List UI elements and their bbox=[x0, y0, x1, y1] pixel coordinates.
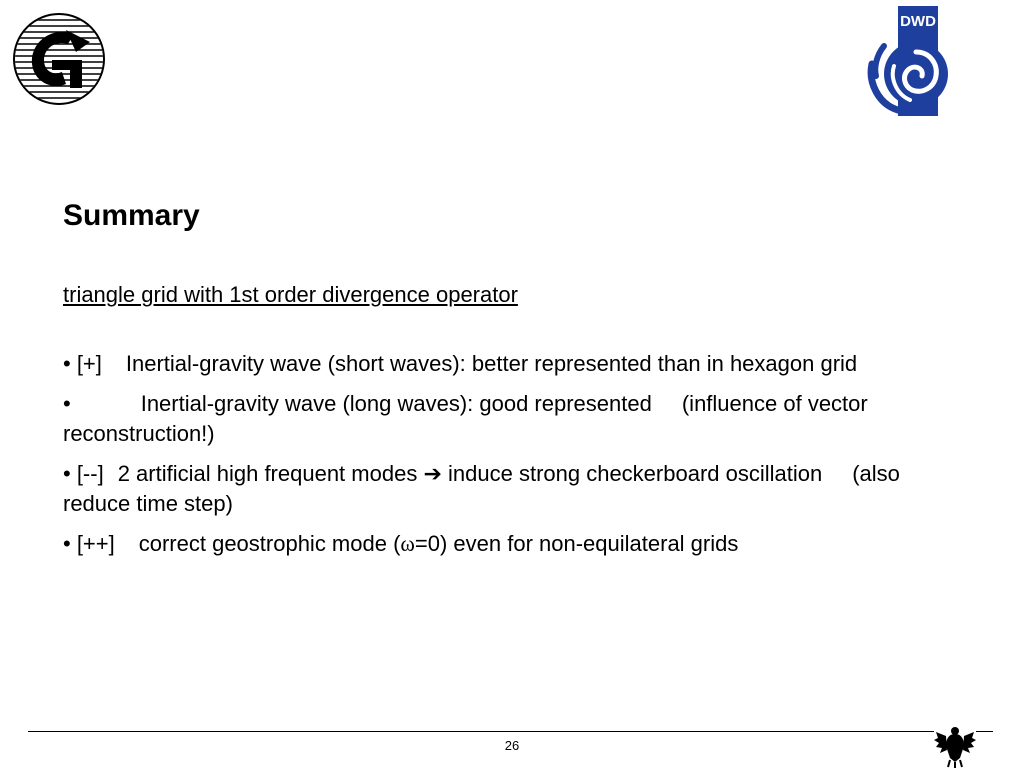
bullet-note: (influence of vector reconstruction!) bbox=[63, 391, 868, 446]
bullet-text: correct geostrophic mode ( bbox=[138, 531, 401, 556]
bullet-list bbox=[63, 349, 943, 569]
bullet-marker: • [+] bbox=[63, 351, 102, 376]
bullet-marker: • [++] bbox=[63, 531, 115, 556]
bullet-text: 2 artificial high frequent modes bbox=[117, 461, 418, 486]
bullet-marker: • bbox=[63, 391, 71, 416]
institute-logo-icon bbox=[12, 12, 106, 106]
bullet-text-continued: induce strong checkerboard oscillation bbox=[448, 461, 823, 486]
bullet-item bbox=[63, 529, 943, 559]
bullet-note: (also reduce time step) bbox=[63, 461, 900, 516]
bullet-item bbox=[63, 459, 943, 519]
bullet-text: Inertial-gravity wave (long waves): good represented bbox=[140, 391, 652, 416]
bullet-item bbox=[63, 389, 943, 449]
slide-title: Summary bbox=[63, 199, 200, 232]
bullet-item bbox=[63, 349, 943, 379]
federal-eagle-icon bbox=[934, 722, 976, 768]
dwd-logo-icon bbox=[864, 6, 952, 116]
dwd-logo-text: DWD bbox=[900, 13, 936, 30]
bullet-marker: • [--] bbox=[63, 461, 104, 486]
page-number: 26 bbox=[504, 738, 520, 753]
omega-symbol: ω bbox=[400, 531, 415, 556]
slide-subtitle: triangle grid with 1st order divergence operator bbox=[63, 282, 518, 307]
bullet-text-continued: =0) even for non-equilateral grids bbox=[414, 531, 739, 556]
footer-divider bbox=[28, 731, 993, 732]
arrow-icon: ➔ bbox=[423, 461, 442, 486]
bullet-text: Inertial-gravity wave (short waves): better represented than in hexagon grid bbox=[125, 351, 858, 376]
